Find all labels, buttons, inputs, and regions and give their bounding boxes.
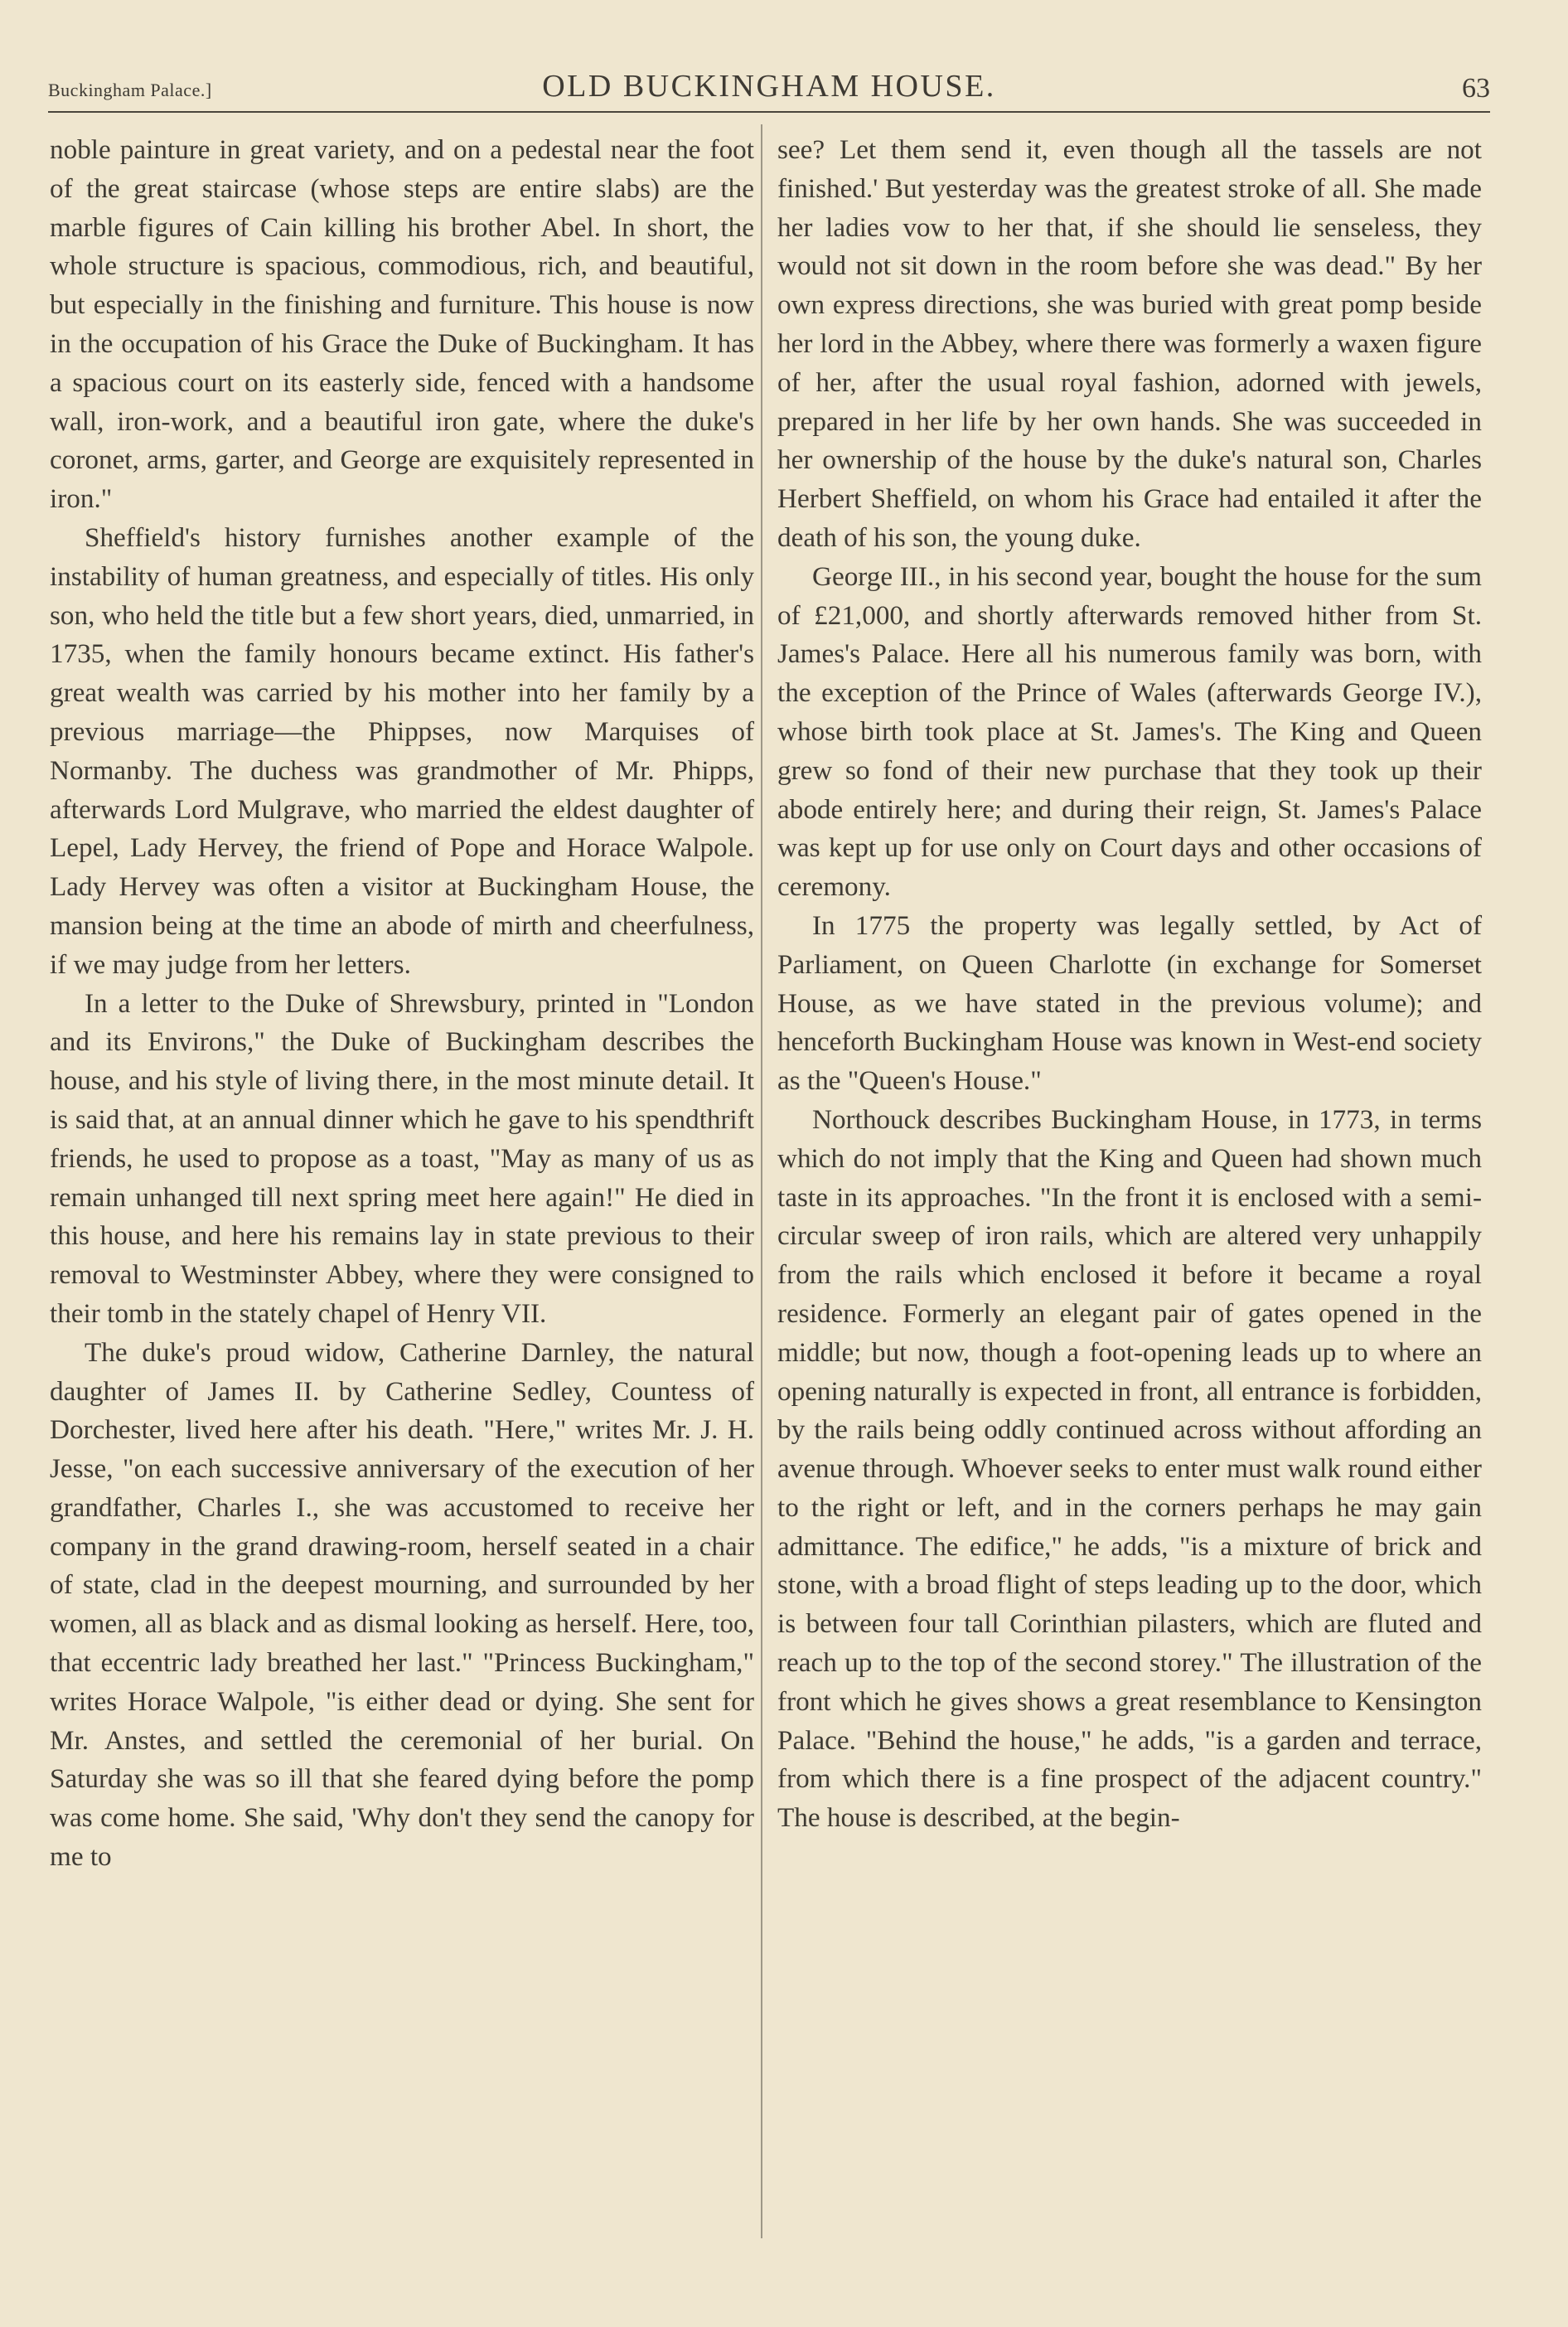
right-paragraph-2: George III., in his second year, bought the house for the sum of £21,000, and shortly afterwards removed hither from St. James's Palace. Here all his numerous family was born, with the exception of the Prince of Wales (afterwards George IV.), whose birth took place at St. James's. The King and Queen grew so fond of their new purchase that they took up their abode entirely here; and during their reign, St. James's Palace was kept up for use only on Court days and other occasions of ceremony. — [777, 560, 1482, 903]
left-paragraph-4: The duke's proud widow, Catherine Darnley, the natural daughter of James II. by Catherine Sedley, Countess of Dorchester, lived here after his death. "Here," writes Mr. J. H. Jesse, "on each successive anniversary of the execution of her grandfather, Charles I., she was accustomed to receive her company in the grand drawing-room, herself seated in a chair of state, clad in the deepest mourning, and surrounded by her women, all as black and as dismal looking as herself. Here, too, that eccentric lady breathed her last." "Princess Buckingham," writes Horace Walpole, "is either dead or dying. She sent for Mr. Anstes, and settled the ceremonial of her burial. On Saturday she was so ill that she feared dying before the pomp was come home. She said, 'Why don't they send the canopy for me to — [50, 1336, 754, 1873]
right-paragraph-3: In 1775 the property was legally settled, by Act of Parliament, on Queen Charlotte (in exchange for Somerset House, as we have stated in the previous volume); and henceforth Buckingham House was known in West-end society as the "Queen's House." — [777, 909, 1482, 1097]
page-number: 63 — [1462, 73, 1490, 104]
left-column — [50, 131, 754, 1877]
right-paragraph-4: Northouck describes Buckingham House, in 1773, in terms which do not imply that the King and Queen had shown much taste in its approaches. "In the front it is enclosed with a semi-circular sweep of iron rails, which are altered very unhappily from the rails which enclosed it before it became a royal residence. Formerly an elegant pair of gates opened in the middle; but now, though a foot-opening leads up to where an opening naturally is expected in front, all entrance is forbidden, by the rails being oddly continued across without affording an avenue through. Whoever seeks to enter must walk round either to the right or left, and in the corners perhaps he may gain admittance. The edifice," he adds, "is a mixture of brick and stone, with a broad flight of steps leading up to the door, which is between four tall Corinthian pilasters, which are fluted and reach up to the top of the second storey." The illustration of the front which he gives shows a great resemblance to Kensington Palace. "Behind the house," he adds, "is a garden and terrace, from which there is a fine prospect of the adjacent country." The house is described, at the begin- — [777, 1103, 1482, 1834]
column-divider — [761, 124, 762, 2238]
left-paragraph-1: noble painture in great variety, and on a pedestal near the foot of the great staircase (whose steps are entire slabs) are the marble figures of Cain killing his brother Abel. In short, the whole structure is spacious, commodious, rich, and beautiful, but especially in the finishing and furniture. This house is now in the occupation of his Grace the Duke of Buckingham. It has a spacious court on its easterly side, fenced with a handsome wall, iron-work, and a beautiful iron gate, where the duke's coronet, arms, garter, and George are exquisitely represented in iron." — [50, 134, 754, 515]
running-head-title: OLD BUCKINGHAM HOUSE. — [542, 69, 996, 104]
left-paragraph-2: Sheffield's history furnishes another example of the instability of human greatness, and especially of titles. His only son, who held the title but a few short years, died, unmarried, in 1735, when the family honours became extinct. His father's great wealth was carried by his mother into her family by a previous marriage—the Phippses, now Marquises of Normanby. The duchess was grandmother of Mr. Phipps, afterwards Lord Mulgrave, who married the eldest daughter of Lepel, Lady Hervey, the friend of Pope and Horace Walpole. Lady Hervey was often a visitor at Buckingham House, the mansion being at the time an abode of mirth and cheerfulness, if we may judge from her letters. — [50, 521, 754, 980]
right-column — [777, 131, 1482, 1838]
left-paragraph-3: In a letter to the Duke of Shrewsbury, printed in "London and its Environs," the Duke of Buckingham describes the house, and his style of living there, in the most minute detail. It is said that, at an annual dinner which he gave to his spendthrift friends, he used to propose as a toast, "May as many of us as remain unhanged till next spring meet here again!" He died in this house, and here his remains lay in state previous to their removal to Westminster Abbey, where they were consigned to their tomb in the stately chapel of Henry VII. — [50, 987, 754, 1329]
right-paragraph-1: see? Let them send it, even though all the tassels are not finished.' But yesterday was the greatest stroke of all. She made her ladies vow to her that, if she should lie senseless, they would not sit down in the room before she was dead." By her own express directions, she was buried with great pomp beside her lord in the Abbey, where there was formerly a waxen figure of her, after the usual royal fashion, adorned with jewels, prepared in her life by her own hands. She was succeeded in her ownership of the house by the duke's natural son, Charles Herbert Sheffield, on whom his Grace had entailed it after the death of his son, the young duke. — [777, 134, 1482, 553]
running-header — [48, 60, 1490, 109]
header-rule — [48, 111, 1490, 113]
running-head-section: Buckingham Palace.] — [48, 80, 212, 100]
